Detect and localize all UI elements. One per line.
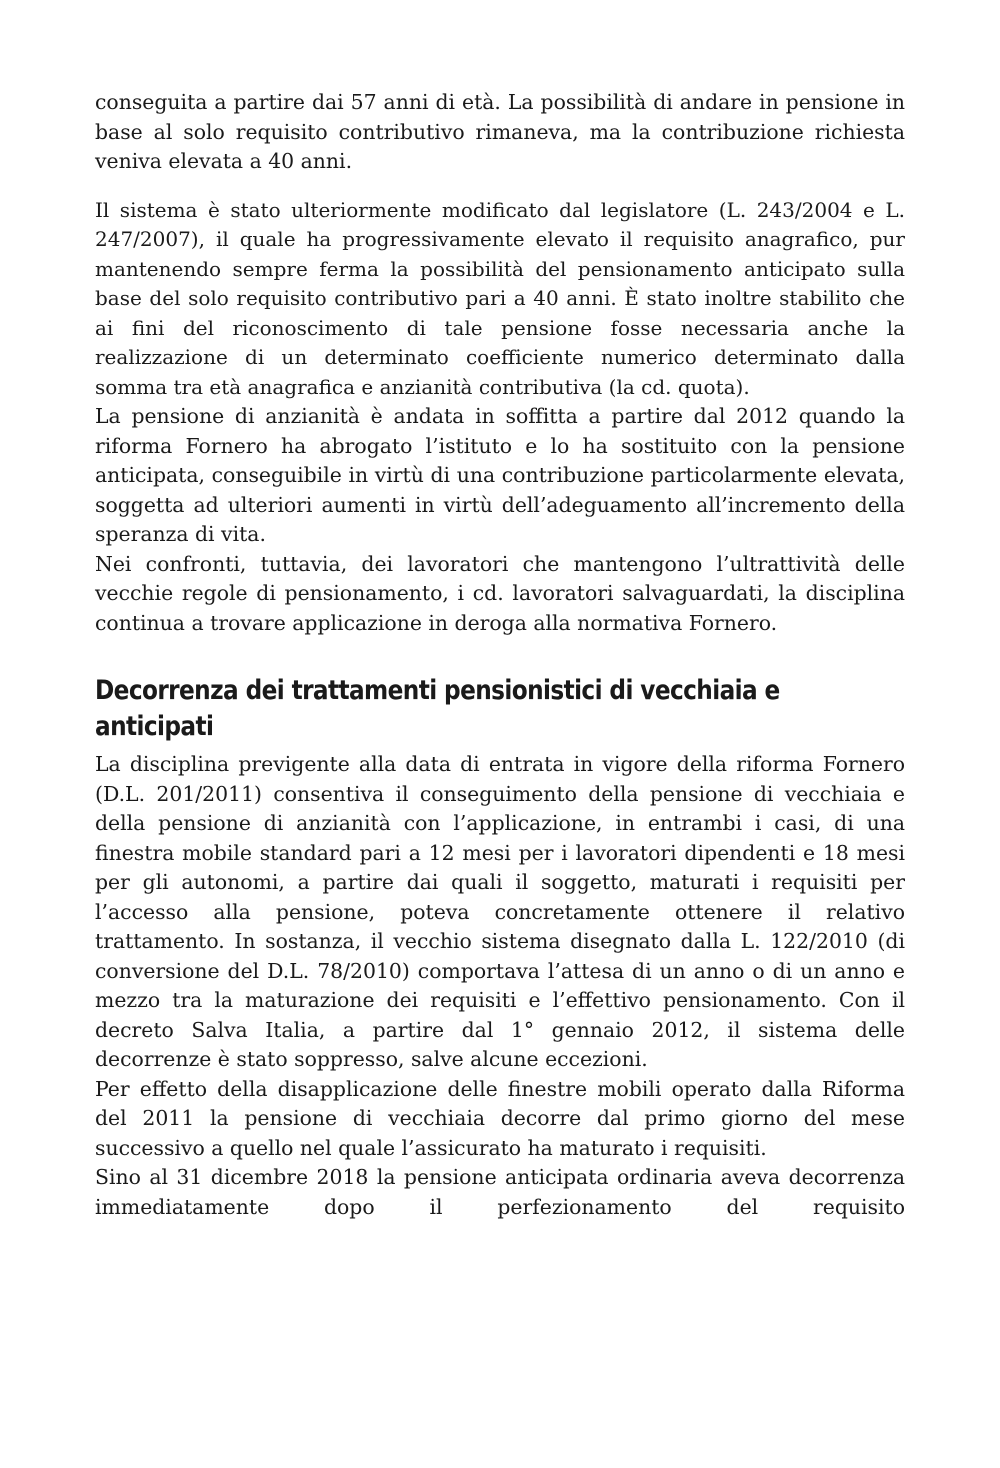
paragraph-safeguarded-workers: Nei confronti, tuttavia, dei lavoratori che mantengono l’ultrattività delle vecchie regole di pensionamento, i cd. lavoratori salvaguardati, la disciplina continua a trovare applicazione in deroga alla normativa Fornero. (95, 551, 905, 635)
paragraph-legislative-changes: Il sistema è stato ulteriormente modificato dal legislatore (L. 243/2004 e L. 247/2007), il quale ha progressivamente elevato il requisito anagrafico, pur mantenendo sempre ferma la possibilità del pensionamento anticipato sulla base del solo requisito contributivo pari a 40 anni. È stato inoltre stabilito che ai fini del riconoscimento di tale pensione fosse necessaria anche la realizzazione di un determinato coefficiente numerico determinato dalla somma tra età anagrafica e anzianità contributiva (la cd. quota). (95, 197, 905, 399)
document-page (95, 88, 905, 1222)
paragraph-age-requirement: conseguita a partire dai 57 anni di età. La possibilità di andare in pensione in base al solo requisito contributivo rimaneva, ma la contribuzione richiesta veniva elevata a 40 anni. (95, 90, 905, 173)
paragraph-anticipata-start: Sino al 31 dicembre 2018 la pensione anticipata ordinaria aveva decorrenza immediatamente dopo il perfezionamento del requisito (95, 1165, 905, 1219)
paragraph-anzianita-abolished: La pensione di anzianità è andata in soffitta a partire dal 2012 quando la riforma Fornero ha abrogato l’istituto e lo ha sostituito con la pensione anticipata, conseguibile in virtù di una contribuzione particolarmente elevata, soggetta ad ulteriori aumenti in virtù dell’adeguamento all’incremento della speranza di vita. (95, 404, 905, 546)
paragraph-previous-discipline: La disciplina previgente alla data di entrata in vigore della riforma Fornero (D.L. 201/2011) consentiva il conseguimento della pensione di vecchiaia e della pensione di anzianità con l’applicazione, in entrambi i casi, di una finestra mobile standard pari a 12 mesi per i lavoratori dipendenti e 18 mesi per gli autonomi, a partire dai quali il soggetto, maturati i requisiti per l’accesso alla pensione, poteva concretamente ottenere il relativo trattamento. In sostanza, il vecchio sistema disegnato dalla L. 122/2010 (di conversione del D.L. 78/2010) comportava l’attesa di un anno o di un anno e mezzo tra la maturazione dei requisiti e l’effettivo pensionamento. Con il decreto Salva Italia, a partire dal 1° gennaio 2012, il sistema delle decorrenze è stato soppresso, salve alcune eccezioni. (95, 752, 905, 1071)
paragraph-vecchiaia-start: Per effetto della disapplicazione delle finestre mobili operato dalla Riforma del 2011 la pensione di vecchiaia decorre dal primo giorno del mese successivo a quello nel quale l’assicurato ha maturato i requisiti. (95, 1076, 905, 1160)
section-heading: Decorrenza dei trattamenti pensionistici di vecchiaia e anticipati (95, 675, 780, 742)
